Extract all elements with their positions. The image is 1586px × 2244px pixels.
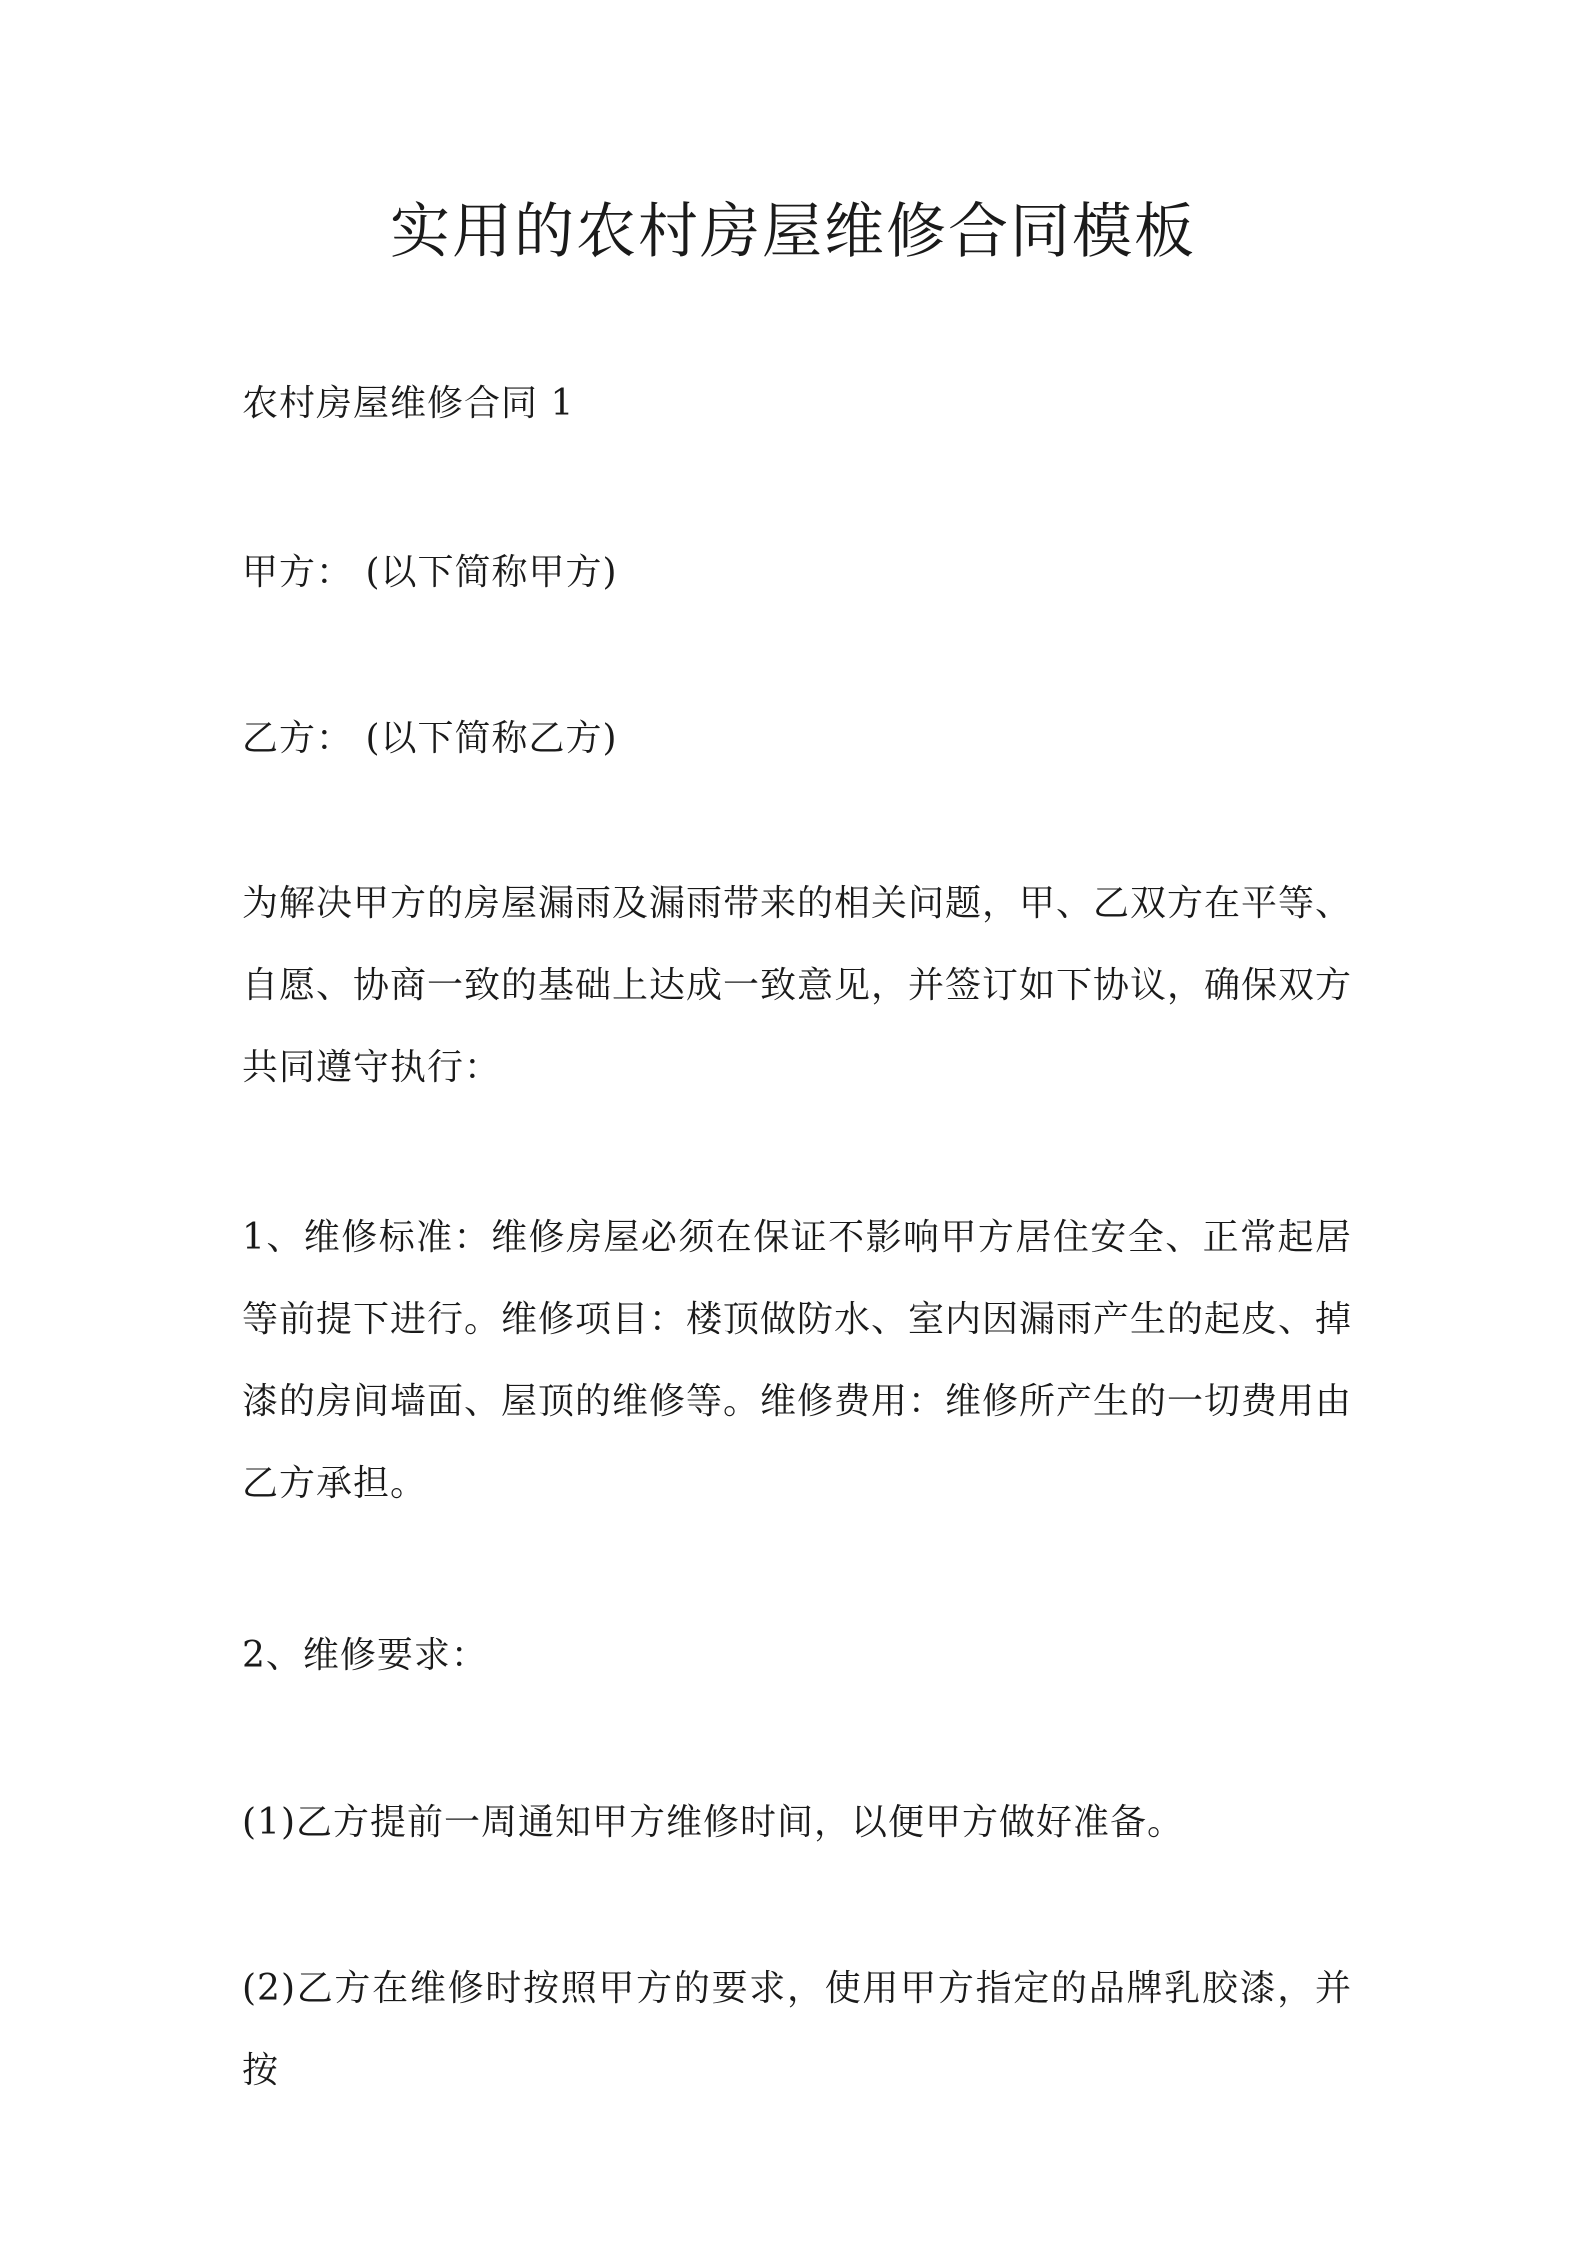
party-b-line: 乙方： (以下简称乙方) [242,718,618,759]
intro-paragraph: 为解决甲方的房屋漏雨及漏雨带来的相关问题，甲、乙双方在平等、自愿、协商一致的基础上达成一致意见，并签订如下协议，确保双方共同遵守执行： [242,883,1353,1088]
contract-subtitle: 农村房屋维修合同 1 [242,383,575,424]
clause-2-item-1: (1)乙方提前一周通知甲方维修时间，以便甲方做好准备。 [242,1802,1184,1843]
document-title: 实用的农村房屋维修合同模板 [390,197,1196,267]
clause-2-heading: 2、维修要求： [242,1635,488,1676]
clause-2-item-2: (2)乙方在维修时按照甲方的要求，使用甲方指定的品牌乳胶漆，并按 [242,1968,1352,2091]
party-a-line: 甲方： (以下简称甲方) [242,552,618,593]
clause-1-paragraph: 1、维修标准：维修房屋必须在保证不影响甲方居住安全、正常起居等前提下进行。维修项目：楼顶做防水、室内因漏雨产生的起皮、掉漆的房间墙面、屋顶的维修等。维修费用：维修所产生的一切费用由乙方承担。 [242,1217,1353,1504]
